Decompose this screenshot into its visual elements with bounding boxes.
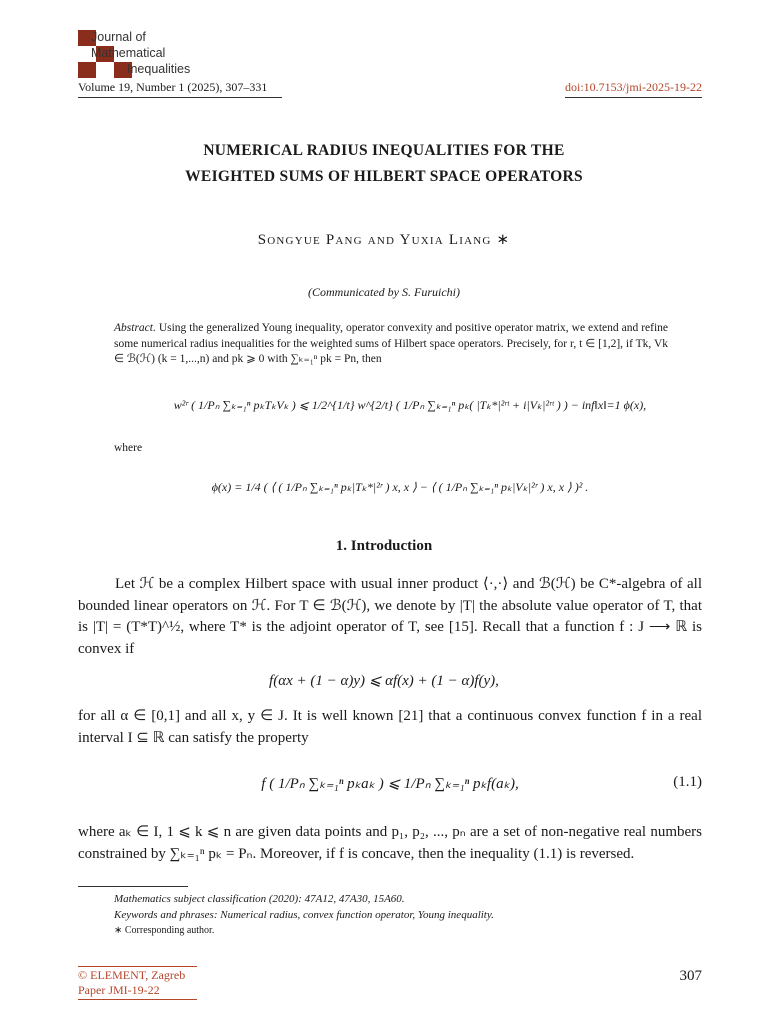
authors: Songyue Pang and Yuxia Liang ∗ — [257, 232, 511, 248]
intro-paragraph-3: where aₖ ∈ I, 1 ⩽ k ⩽ n are given data points and p₁, p₂, ..., pₙ are a set of non-negative real numbers constrained by ∑ₖ₌₁ⁿ pₖ = Pₙ. Moreover, if f is concave, then the inequality (1.1) is reversed. — [78, 824, 702, 862]
abstract-text: Using the generalized Young inequality, operator convexity and positive operator matrix, we extend and refine some numerical radius inequalities for the weighted sums of Hilbert space operators. Precisely, for r, t ∈ [1,2], if Tk, Vk ∈ ℬ(ℋ) (k = 1,...,n) and pk ⩾ 0 with ∑ₖ₌₁ⁿ pk = Pn, then — [114, 322, 669, 365]
communicated-by: (Communicated by S. Furuichi) — [308, 285, 460, 299]
doi-link[interactable]: doi:10.7153/jmi-2025-19-22 — [565, 80, 702, 98]
abstract-label: Abstract. — [114, 322, 156, 334]
page-number: 307 — [679, 968, 702, 984]
intro-paragraph-2: for all α ∈ [0,1] and all x, y ∈ J. It is well known [21] that a continuous convex function f in a real interval I ⊆ ℝ can satisfy the property — [78, 708, 702, 746]
publisher-line-1: © ELEMENT, Zagreb — [78, 968, 186, 982]
footnote-divider — [78, 886, 188, 887]
abstract — [114, 321, 668, 368]
journal-logo — [78, 30, 208, 80]
logo-line-2: Mathematical — [91, 46, 166, 60]
jensen-inequality: f ( 1/Pₙ ∑ₖ₌₁ⁿ pₖaₖ ) ⩽ 1/Pₙ ∑ₖ₌₁ⁿ pₖf(aₖ), — [261, 776, 519, 792]
intro-paragraph-1: Let ℋ be a complex Hilbert space with usual inner product ⟨·,·⟩ and ℬ(ℋ) be C*-algebra of all bounded linear operators on ℋ. For T ∈ ℬ(ℋ), we denote by |T| the absolute value operator of T, that is |T| = (T*T)^½, where T* is the adjoint operator of T, see [15]. Recall that a function f : J ⟶ ℝ is convex if — [78, 576, 702, 657]
convexity-equation: f(αx + (1 − α)y) ⩽ αf(x) + (1 − α)f(y), — [269, 673, 499, 689]
section-heading: 1. Introduction — [335, 538, 433, 554]
where-label: where — [114, 442, 143, 454]
logo-line-1: Journal of — [91, 30, 146, 44]
footnote-msc: Mathematics subject classification (2020): 47A12, 47A30, 15A60. — [114, 893, 405, 905]
footnote-keywords: Keywords and phrases: Numerical radius, convex function operator, Young inequality. — [114, 909, 494, 921]
logo-line-3: Inequalities — [127, 62, 191, 76]
publisher-block — [78, 966, 197, 1000]
paper-title-line-2: WEIGHTED SUMS OF HILBERT SPACE OPERATORS — [185, 168, 583, 185]
phi-definition: ϕ(x) = 1/4 ( ⟨ ( 1/Pₙ ∑ₖ₌₁ⁿ pₖ|Tₖ*|²ʳ ) x, x ⟩ − ⟨ ( 1/Pₙ ∑ₖ₌₁ⁿ pₖ|Vₖ|²ʳ ) x, x ⟩ )² . — [211, 480, 589, 494]
abstract-main-inequality: w²ʳ ( 1/Pₙ ∑ₖ₌₁ⁿ pₖTₖVₖ ) ⩽ 1/2^{1/t} w^{2/t} ( 1/Pₙ ∑ₖ₌₁ⁿ pₖ( |Tₖ*|²ʳᵗ + i|Vₖ|²ʳᵗ ) ) − inf‖x‖=1 ϕ(x), — [173, 398, 647, 412]
paper-title-line-1: NUMERICAL RADIUS INEQUALITIES FOR THE — [203, 142, 565, 159]
volume-line: Volume 19, Number 1 (2025), 307–331 — [78, 80, 282, 98]
publisher-line-2: Paper JMI-19-22 — [78, 983, 160, 997]
footnote-corresponding: ∗ Corresponding author. — [114, 925, 215, 936]
equation-number: (1.1) — [673, 774, 702, 790]
